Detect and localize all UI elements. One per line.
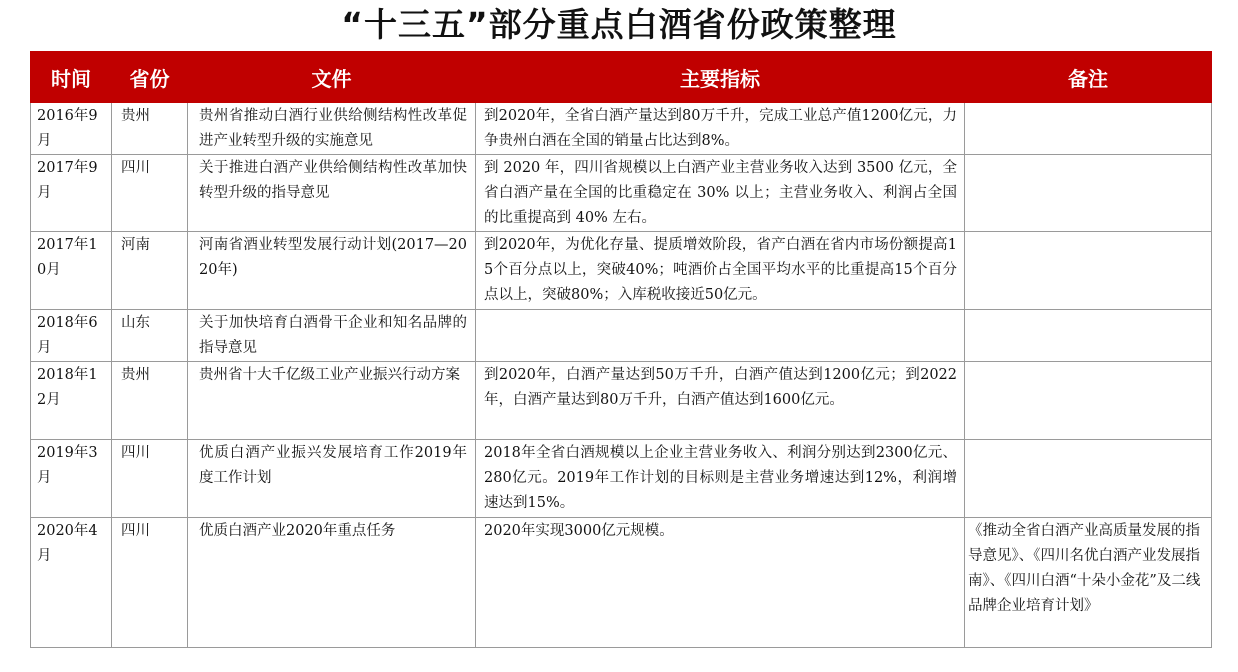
cell-file: 优质白酒产业2020年重点任务 xyxy=(188,518,476,648)
header-province: 省份 xyxy=(112,52,188,103)
table-row xyxy=(31,155,1212,232)
policy-table xyxy=(30,51,1212,648)
cell-province: 贵州 xyxy=(112,362,188,440)
cell-date: 2018年6月 xyxy=(31,310,112,362)
page-title: “十三五”部分重点白酒省份政策整理 xyxy=(341,5,897,44)
table-row xyxy=(31,518,1212,648)
cell-main-indicators xyxy=(476,310,965,362)
cell-remarks xyxy=(965,232,1212,310)
cell-file: 关于加快培育白酒骨干企业和知名品牌的指导意见 xyxy=(188,310,476,362)
cell-file: 河南省酒业转型发展行动计划(2017—2020年) xyxy=(188,232,476,310)
cell-main-indicators: 到2020年，白酒产量达到50万千升，白酒产值达到1200亿元；到2022年，白酒产量达到80万千升，白酒产值达到1600亿元。 xyxy=(476,362,965,440)
cell-province: 四川 xyxy=(112,155,188,232)
header-main-indicators: 主要指标 xyxy=(476,52,965,103)
header-remarks: 备注 xyxy=(965,52,1212,103)
cell-file: 贵州省推动白酒行业供给侧结构性改革促进产业转型升级的实施意见 xyxy=(188,103,476,155)
cell-province: 贵州 xyxy=(112,103,188,155)
cell-province: 山东 xyxy=(112,310,188,362)
cell-remarks xyxy=(965,103,1212,155)
cell-province: 四川 xyxy=(112,518,188,648)
cell-main-indicators: 到 2020 年，四川省规模以上白酒产业主营业务收入达到 3500 亿元，全省白酒产量在全国的比重稳定在 30% 以上；主营业务收入、利润占全国的比重提高到 40% 左右。 xyxy=(476,155,965,232)
header-time: 时间 xyxy=(31,52,112,103)
table-row xyxy=(31,362,1212,440)
cell-date: 2018年12月 xyxy=(31,362,112,440)
cell-province: 河南 xyxy=(112,232,188,310)
cell-remarks xyxy=(965,155,1212,232)
cell-date: 2017年9月 xyxy=(31,155,112,232)
table-row xyxy=(31,232,1212,310)
cell-remarks xyxy=(965,440,1212,518)
table-row xyxy=(31,103,1212,155)
cell-main-indicators: 到2020年，为优化存量、提质增效阶段，省产白酒在省内市场份额提高15个百分点以上，突破40%；吨酒价占全国平均水平的比重提高15个百分点以上，突破80%；入库税收接近50亿元。 xyxy=(476,232,965,310)
cell-province: 四川 xyxy=(112,440,188,518)
cell-file: 关于推进白酒产业供给侧结构性改革加快转型升级的指导意见 xyxy=(188,155,476,232)
cell-file: 优质白酒产业振兴发展培育工作2019年度工作计划 xyxy=(188,440,476,518)
header-file: 文件 xyxy=(188,52,476,103)
cell-date: 2016年9月 xyxy=(31,103,112,155)
cell-date: 2019年3月 xyxy=(31,440,112,518)
cell-date: 2017年10月 xyxy=(31,232,112,310)
cell-remarks: 《推动全省白酒产业高质量发展的指导意见》、《四川名优白酒产业发展指南》、《四川白酒“十朵小金花”及二线品牌企业培育计划》 xyxy=(965,518,1212,648)
cell-main-indicators: 2018年全省白酒规模以上企业主营业务收入、利润分别达到2300亿元、280亿元。2019年工作计划的目标则是主营业务增速达到12%，利润增速达到15%。 xyxy=(476,440,965,518)
table-row xyxy=(31,440,1212,518)
cell-remarks xyxy=(965,362,1212,440)
cell-date: 2020年4月 xyxy=(31,518,112,648)
cell-main-indicators: 2020年实现3000亿元规模。 xyxy=(476,518,965,648)
cell-main-indicators: 到2020年，全省白酒产量达到80万千升，完成工业总产值1200亿元，力争贵州白酒在全国的销量占比达到8%。 xyxy=(476,103,965,155)
cell-file: 贵州省十大千亿级工业产业振兴行动方案 xyxy=(188,362,476,440)
cell-remarks xyxy=(965,310,1212,362)
table-row xyxy=(31,310,1212,362)
table-header-row xyxy=(31,52,1212,103)
